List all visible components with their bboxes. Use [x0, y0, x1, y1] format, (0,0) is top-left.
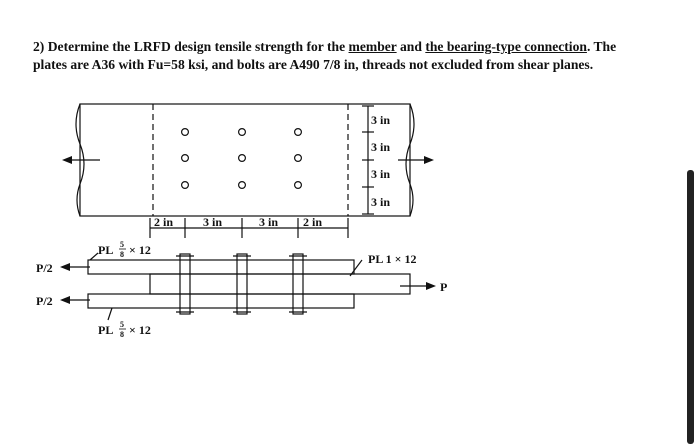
top-splice-plate	[88, 260, 354, 274]
load-half-top-label: P/2	[36, 261, 53, 275]
top-plate-leader	[90, 253, 98, 260]
bolt-hole	[182, 155, 189, 162]
bottom-splice-plate-size: × 12	[129, 323, 151, 337]
bolt-hole	[295, 155, 302, 162]
gage-label: 3 in	[371, 195, 391, 209]
load-arrowhead-bottom	[60, 296, 70, 304]
bolt-hole	[239, 155, 246, 162]
load-full-label: P	[440, 280, 448, 294]
member-term: member	[348, 39, 397, 54]
problem-lead-text: Determine the LRFD design tensile strength for the	[47, 39, 349, 54]
top-splice-plate-size: × 12	[129, 243, 151, 257]
plan-arrowhead-left	[62, 156, 72, 164]
main-plate	[150, 274, 410, 294]
load-half-bottom-label: P/2	[36, 294, 53, 308]
connection-term: the bearing-type connection	[425, 39, 587, 54]
plan-arrowhead-right	[424, 156, 434, 164]
bottom-splice-plate-label: PL	[98, 323, 114, 337]
gage-label: 3 in	[371, 140, 391, 154]
main-plate-label: PL 1 × 12	[368, 252, 417, 266]
pitch-label: 3 in	[203, 215, 223, 229]
bottom-plate-leader	[108, 308, 112, 320]
bolt-hole	[182, 129, 189, 136]
plate-thickness-fraction-num: 5	[120, 240, 124, 249]
scrollbar[interactable]	[687, 170, 694, 444]
plate-thickness-fraction-den: 8	[120, 330, 124, 339]
gage-label: 3 in	[371, 113, 391, 127]
gage-label: 3 in	[371, 167, 391, 181]
bolt-hole	[295, 182, 302, 189]
load-arrowhead-top	[60, 263, 70, 271]
top-splice-plate-label: PL	[98, 243, 114, 257]
problem-and-text: and	[396, 39, 426, 54]
bolt-hole	[295, 129, 302, 136]
bolt-hole	[239, 129, 246, 136]
bolt-group	[182, 129, 302, 189]
pitch-label: 2 in	[154, 215, 174, 229]
plate-thickness-fraction-den: 8	[120, 250, 124, 259]
pitch-label: 2 in	[303, 215, 323, 229]
problem-rest-text: . The plates are A36 with Fu=58 ksi, and bolts are A490 7/8 in, threads not excluded from shear planes.	[33, 39, 617, 72]
bottom-splice-plate	[88, 294, 354, 308]
bolt-shanks	[176, 254, 307, 314]
plate-thickness-fraction-num: 5	[120, 320, 124, 329]
bolt-hole	[182, 182, 189, 189]
bolt-hole	[239, 182, 246, 189]
problem-number: 2)	[33, 39, 45, 54]
pitch-label: 3 in	[259, 215, 279, 229]
load-arrowhead-right	[426, 282, 436, 290]
